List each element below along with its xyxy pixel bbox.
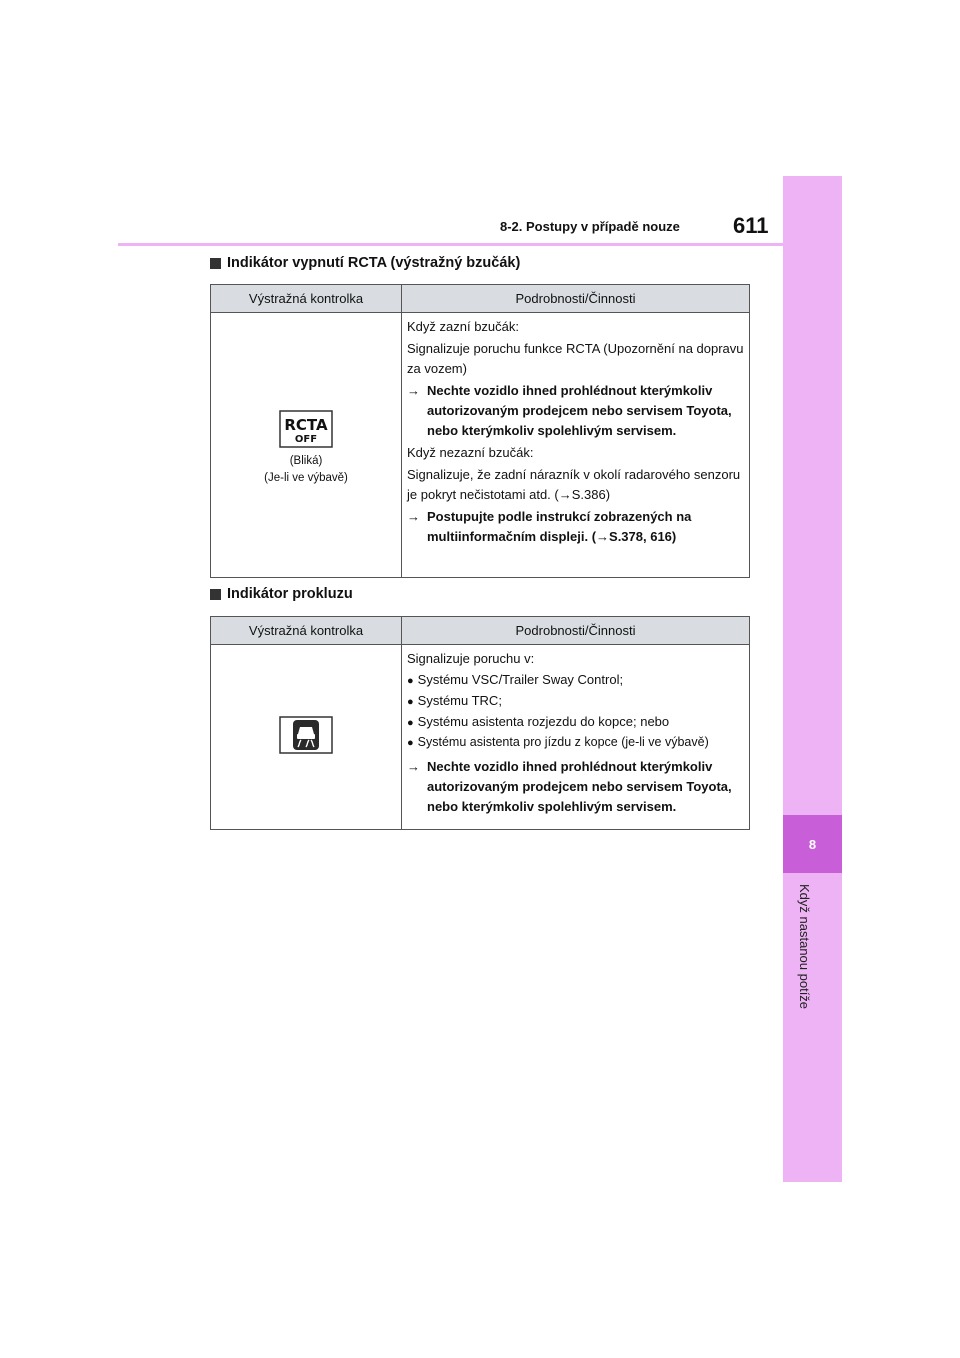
arrow-icon: → (407, 509, 420, 524)
arrow-icon: → (407, 383, 420, 398)
column-header-warning-light: Výstražná kontrolka (211, 617, 402, 645)
chapter-side-tab (783, 176, 842, 1182)
section-heading-slip (210, 586, 353, 602)
svg-text:RCTA: RCTA (284, 415, 328, 434)
bullet-item: ● Systému VSC/Trailer Sway Control; (407, 670, 746, 691)
slip-indicator-icon (279, 716, 333, 754)
heading-text: Indikátor prokluzu (227, 586, 353, 602)
heading-text: Indikátor vypnutí RCTA (výstražný bzučák) (227, 255, 521, 271)
detail-text: Signalizuje, že zadní nárazník v okolí radarového senzoru je pokryt nečistotami atd. (→S.386) (407, 467, 741, 502)
slip-warning-table (210, 616, 750, 830)
warning-light-cell (211, 313, 402, 578)
svg-text:OFF: OFF (294, 433, 318, 445)
detail-text: Signalizuje poruchu v: (407, 651, 535, 666)
square-bullet-icon (210, 589, 221, 600)
action-instruction: → Nechte vozidlo ihned prohlédnout kterýmkoliv autorizovaným prodejcem nebo servisem Toyota, nebo kterýmkoliv spolehlivým servisem. (407, 383, 732, 438)
header-rule (118, 243, 783, 246)
rcta-off-icon (279, 410, 333, 448)
icon-caption-blinks: (Bliká) (289, 454, 323, 467)
chapter-title: Když nastanou potíže (797, 884, 812, 1010)
section-heading-rcta (210, 255, 520, 271)
column-header-details: Podrobnosti/Činnosti (402, 285, 750, 313)
section-title: 8-2. Postupy v případě nouze (500, 219, 680, 234)
details-cell (402, 313, 750, 578)
chapter-number: 8 (783, 815, 842, 873)
detail-text: Když nezazní bzučák: (407, 445, 534, 460)
warning-light-cell (211, 645, 402, 830)
icon-caption-if-equipped: (Je-li ve výbavě) (264, 471, 348, 484)
detail-text: Když zazní bzučák: (407, 319, 519, 334)
detail-text: Signalizuje poruchu funkce RCTA (Upozornění na dopravu za vozem) (407, 341, 744, 376)
arrow-icon: → (407, 759, 420, 774)
bullet-item: ● Systému asistenta rozjezdu do kopce; nebo (407, 712, 746, 733)
page-number: 611 (733, 213, 769, 238)
action-instruction: → Nechte vozidlo ihned prohlédnout kterýmkoliv autorizovaným prodejcem nebo servisem Toyota, nebo kterýmkoliv spolehlivým servisem. (407, 759, 732, 814)
column-header-warning-light: Výstražná kontrolka (211, 285, 402, 313)
action-instruction: → Postupujte podle instrukcí zobrazených na multiinformačním displeji. (→S.378, 616) (407, 509, 692, 544)
bullet-item: ● Systému asistenta pro jízdu z kopce (je-li ve výbavě) (407, 733, 746, 753)
bullet-item: ● Systému TRC; (407, 691, 746, 712)
rcta-warning-table (210, 284, 750, 578)
square-bullet-icon (210, 258, 221, 269)
column-header-details: Podrobnosti/Činnosti (402, 617, 750, 645)
details-cell (402, 645, 750, 830)
